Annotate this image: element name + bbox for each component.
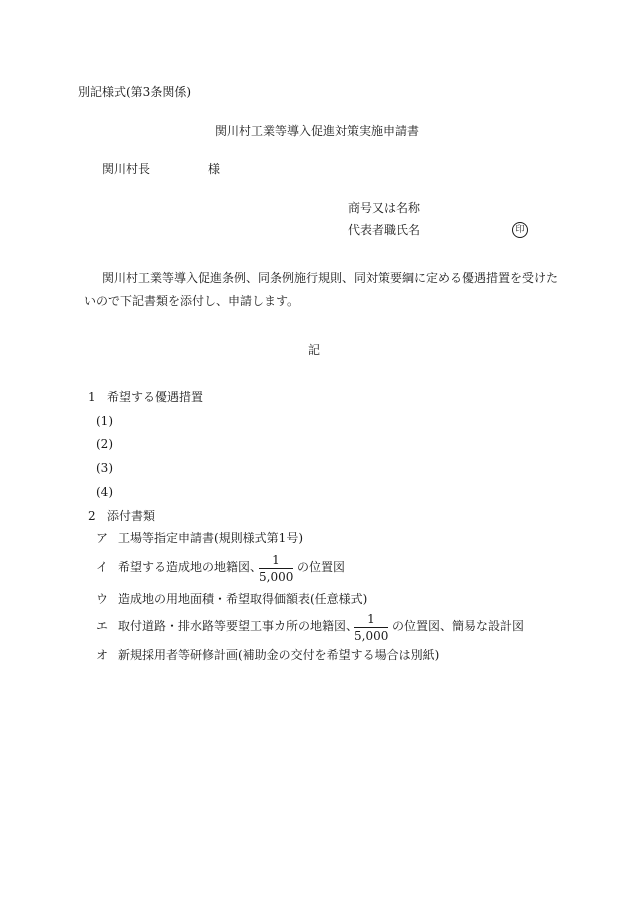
attachment-item-kana: オ	[96, 648, 109, 662]
attachment-item-text-after: の位置図	[297, 560, 346, 574]
scale-fraction	[259, 553, 293, 584]
scale-denominator: 5,000	[354, 629, 389, 643]
attachment-item-kana: ア	[96, 531, 109, 545]
addressee-honorific: 様	[208, 162, 221, 176]
scale-fraction	[354, 612, 388, 643]
body-text-line-2: いので下記書類を添付し、申請します。	[84, 294, 300, 308]
section-2-number: 2	[88, 509, 96, 523]
scale-numerator: 1	[272, 553, 280, 567]
attachment-item-kana: エ	[96, 619, 109, 633]
scale-numerator: 1	[367, 612, 375, 626]
body-text-line-1: 関川村工業等導入促進条例、同条例施行規則、同対策要綱に定める優遇措置を受けた	[102, 271, 559, 285]
section-2-title: 添付書類	[107, 509, 156, 523]
section-1-item: (4)	[96, 485, 113, 499]
fraction-bar	[354, 627, 388, 628]
attachment-item-kana: イ	[96, 560, 109, 574]
section-1-title: 希望する優遇措置	[107, 390, 204, 404]
attachment-item-text: 造成地の用地面積・希望取得価額表(任意様式)	[118, 592, 368, 606]
section-1-number: 1	[88, 390, 96, 404]
attachment-item-kana: ウ	[96, 592, 109, 606]
scale-denominator: 5,000	[259, 570, 294, 584]
section-1-item: (3)	[96, 461, 113, 475]
company-name-label: 商号又は名称	[348, 201, 421, 215]
addressee-name: 関川村長	[102, 162, 151, 176]
attachment-item-text: 希望する造成地の地籍図、	[118, 560, 263, 574]
section-1-item: (1)	[96, 414, 113, 428]
attachment-item-text-after: の位置図、簡易な設計図	[392, 619, 525, 633]
fraction-bar	[259, 568, 293, 569]
form-header-label: 別記様式(第3条関係)	[78, 85, 191, 99]
attachment-item-text: 工場等指定申請書(規則様式第1号)	[118, 531, 303, 545]
attachment-item-text: 取付道路・排水路等要望工事カ所の地籍図、	[118, 619, 359, 633]
document-title: 関川村工業等導入促進対策実施申請書	[215, 124, 420, 138]
section-1-item: (2)	[96, 437, 113, 451]
seal-mark: 印	[512, 222, 528, 238]
ki-heading: 記	[308, 343, 321, 357]
representative-label: 代表者職氏名	[348, 223, 421, 237]
attachment-item-text: 新規採用者等研修計画(補助金の交付を希望する場合は別紙)	[118, 648, 440, 662]
